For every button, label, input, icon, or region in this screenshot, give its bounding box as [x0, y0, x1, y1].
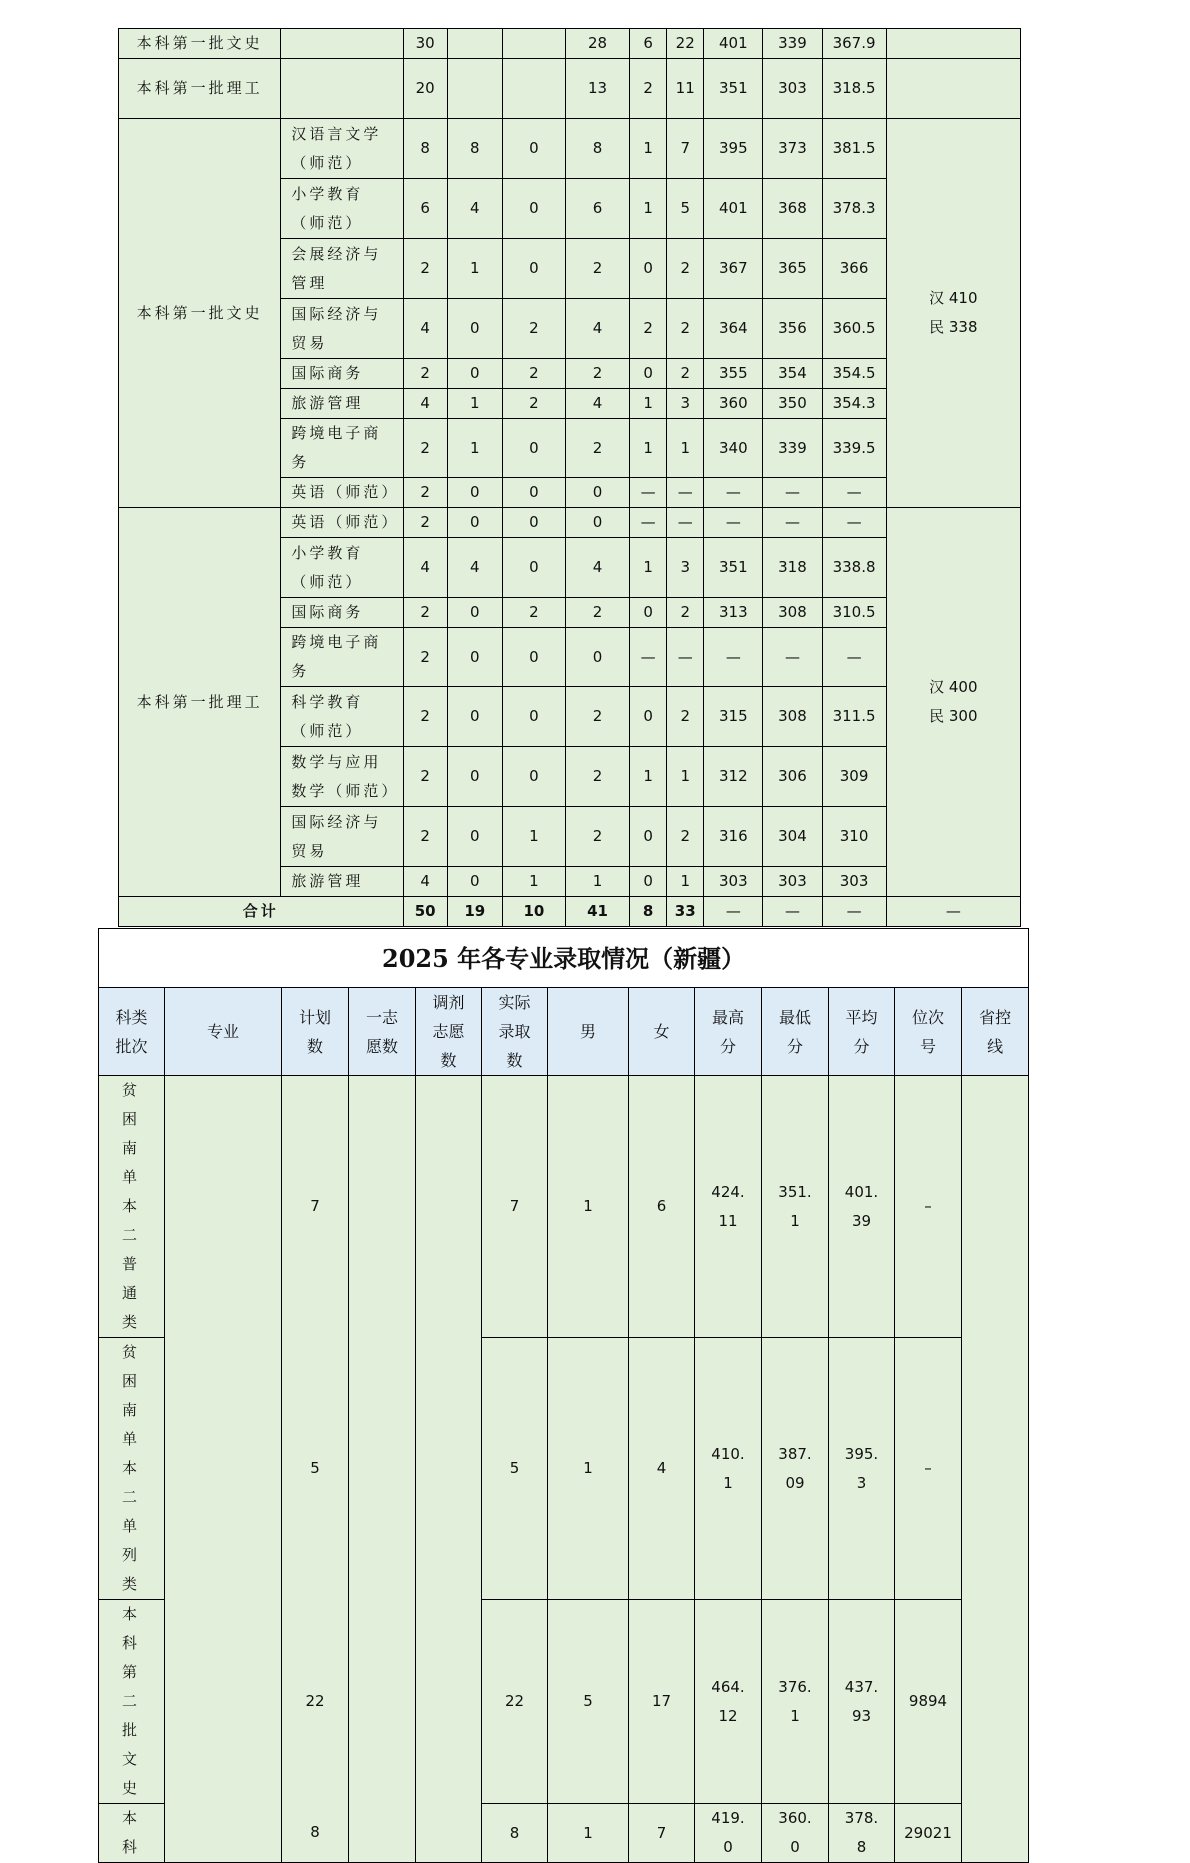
min-score-cell: 368	[763, 179, 822, 239]
plan-cell: 2	[403, 598, 447, 628]
plan-cell: 4	[403, 299, 447, 359]
min-score-cell: 304	[763, 807, 822, 867]
major-cell: 英语（师范）	[281, 508, 403, 538]
max-score-cell: 419.0	[695, 1804, 762, 1863]
female-cell: 11	[667, 59, 704, 119]
adjust-cell: 1	[502, 807, 565, 867]
first-choice-cell: 0	[447, 807, 502, 867]
total-plan: 50	[403, 897, 447, 927]
female-cell: 1	[667, 867, 704, 897]
adjust-cell: 1	[502, 867, 565, 897]
male-cell: 1	[630, 419, 667, 478]
plan-cell: 8	[282, 1804, 349, 1863]
adjust-cell	[416, 1076, 482, 1863]
total-label: 合计	[119, 897, 404, 927]
category-cell: 本科	[99, 1804, 165, 1863]
table-row	[119, 119, 1021, 179]
avg-score-cell: 437.93	[829, 1600, 895, 1804]
max-score-cell: 424.11	[695, 1076, 762, 1338]
control-line-cell	[962, 1076, 1029, 1863]
plan-cell: 2	[403, 508, 447, 538]
header-max: 最高分	[695, 988, 762, 1076]
major-cell: 国际商务	[281, 359, 403, 389]
first-choice-cell	[447, 59, 502, 119]
actual-cell: 2	[565, 687, 629, 747]
female-cell: 5	[667, 179, 704, 239]
plan-cell: 2	[403, 419, 447, 478]
adjust-cell: 0	[502, 179, 565, 239]
actual-cell: 2	[565, 598, 629, 628]
first-choice-cell: 0	[447, 508, 502, 538]
rank-cell: –	[895, 1076, 962, 1338]
total-male: 8	[630, 897, 667, 927]
actual-cell: 2	[565, 239, 629, 299]
female-cell: —	[667, 478, 704, 508]
first-choice-cell: 0	[447, 747, 502, 807]
adjust-cell: 2	[502, 359, 565, 389]
max-score-cell: 367	[704, 239, 763, 299]
avg-score-cell: 378.8	[829, 1804, 895, 1863]
male-cell: 5	[548, 1600, 629, 1804]
control-line-han: 汉 400	[929, 678, 978, 696]
male-cell: —	[630, 628, 667, 687]
major-cell: 汉语言文学（师范）	[281, 119, 403, 179]
female-cell: 3	[667, 538, 704, 598]
female-cell: 2	[667, 299, 704, 359]
female-cell: 2	[667, 687, 704, 747]
female-cell: 2	[667, 598, 704, 628]
header-first-choice: 一志愿数	[349, 988, 416, 1076]
rank-cell: 9894	[895, 1600, 962, 1804]
avg-score-cell: 367.9	[822, 29, 886, 59]
actual-cell: 2	[565, 807, 629, 867]
max-score-cell: 351	[704, 59, 763, 119]
category-cell: 本科第一批文史	[119, 29, 281, 59]
first-choice-cell: 0	[447, 628, 502, 687]
plan-cell: 7	[282, 1076, 349, 1338]
male-cell: 1	[548, 1076, 629, 1338]
header-male: 男	[548, 988, 629, 1076]
female-cell: 1	[667, 419, 704, 478]
plan-cell: 2	[403, 687, 447, 747]
plan-cell: 8	[403, 119, 447, 179]
avg-score-cell: 401.39	[829, 1076, 895, 1338]
male-cell: 2	[630, 59, 667, 119]
avg-score-cell: 318.5	[822, 59, 886, 119]
min-score-cell: 308	[763, 598, 822, 628]
first-choice-cell	[447, 29, 502, 59]
actual-cell: 5	[482, 1338, 548, 1600]
avg-score-cell: 395.3	[829, 1338, 895, 1600]
total-adjust: 10	[502, 897, 565, 927]
plan-cell: 4	[403, 867, 447, 897]
min-score-cell: 303	[763, 59, 822, 119]
control-line-cell	[886, 508, 1020, 897]
header-avg: 平均分	[829, 988, 895, 1076]
header-major: 专业	[165, 988, 282, 1076]
xinjiang-admission-table	[98, 928, 1029, 1863]
header-row	[99, 988, 1029, 1076]
male-cell: 1	[630, 538, 667, 598]
adjust-cell: 0	[502, 478, 565, 508]
first-choice-cell: 1	[447, 419, 502, 478]
control-line-cell	[886, 59, 1020, 119]
header-control-line: 省控线	[962, 988, 1029, 1076]
avg-score-cell: 360.5	[822, 299, 886, 359]
admission-table-continued	[118, 28, 1021, 927]
total-max: —	[704, 897, 763, 927]
avg-score-cell: 303	[822, 867, 886, 897]
plan-cell: 2	[403, 628, 447, 687]
max-score-cell: 410.1	[695, 1338, 762, 1600]
max-score-cell: 351	[704, 538, 763, 598]
max-score-cell: 316	[704, 807, 763, 867]
avg-score-cell: 354.5	[822, 359, 886, 389]
avg-score-cell: —	[822, 628, 886, 687]
max-score-cell: 355	[704, 359, 763, 389]
category-cell: 贫困南单本二普通类	[99, 1076, 165, 1338]
plan-cell: 4	[403, 389, 447, 419]
max-score-cell: 315	[704, 687, 763, 747]
major-cell: 数学与应用数学（师范）	[281, 747, 403, 807]
actual-cell: 4	[565, 389, 629, 419]
min-score-cell: 350	[763, 389, 822, 419]
min-score-cell: 308	[763, 687, 822, 747]
first-choice-cell: 1	[447, 389, 502, 419]
plan-cell: 2	[403, 359, 447, 389]
plan-cell: 4	[403, 538, 447, 598]
avg-score-cell: 311.5	[822, 687, 886, 747]
first-choice-cell: 1	[447, 239, 502, 299]
male-cell: 0	[630, 239, 667, 299]
table-row	[99, 1076, 1029, 1338]
male-cell: 6	[630, 29, 667, 59]
total-row	[119, 897, 1021, 927]
avg-score-cell: 338.8	[822, 538, 886, 598]
male-cell: 1	[548, 1338, 629, 1600]
control-line-min: 民 300	[929, 707, 978, 725]
male-cell: —	[630, 478, 667, 508]
adjust-cell: 0	[502, 119, 565, 179]
category-cell: 本科第一批理工	[119, 508, 281, 897]
max-score-cell: 401	[704, 179, 763, 239]
header-female: 女	[629, 988, 695, 1076]
table-title: 2025 年各专业录取情况（新疆）	[99, 929, 1029, 988]
category-cell: 本科第一批理工	[119, 59, 281, 119]
max-score-cell: 395	[704, 119, 763, 179]
first-choice-cell: 0	[447, 299, 502, 359]
plan-cell: 22	[282, 1600, 349, 1804]
adjust-cell: 0	[502, 628, 565, 687]
min-score-cell: 303	[763, 867, 822, 897]
min-score-cell: 339	[763, 419, 822, 478]
adjust-cell: 2	[502, 598, 565, 628]
actual-cell: 2	[565, 359, 629, 389]
female-cell: —	[667, 508, 704, 538]
min-score-cell: 373	[763, 119, 822, 179]
major-cell: 跨境电子商务	[281, 628, 403, 687]
major-cell: 小学教育（师范）	[281, 179, 403, 239]
major-cell: 英语（师范）	[281, 478, 403, 508]
min-score-cell: 365	[763, 239, 822, 299]
min-score-cell: 360.0	[762, 1804, 829, 1863]
actual-cell: 28	[565, 29, 629, 59]
actual-cell: 7	[482, 1076, 548, 1338]
female-cell: 7	[667, 119, 704, 179]
first-choice-cell: 0	[447, 478, 502, 508]
max-score-cell: 313	[704, 598, 763, 628]
max-score-cell: 303	[704, 867, 763, 897]
first-choice-cell: 0	[447, 867, 502, 897]
category-cell: 本科第一批文史	[119, 119, 281, 508]
adjust-cell: 0	[502, 239, 565, 299]
actual-cell: 6	[565, 179, 629, 239]
max-score-cell: 364	[704, 299, 763, 359]
plan-cell: 2	[403, 807, 447, 867]
first-choice-cell: 0	[447, 598, 502, 628]
actual-cell: 0	[565, 508, 629, 538]
adjust-cell: 2	[502, 299, 565, 359]
actual-cell: 22	[482, 1600, 548, 1804]
male-cell: 0	[630, 359, 667, 389]
control-line-cell	[886, 29, 1020, 59]
plan-cell: 2	[403, 747, 447, 807]
min-score-cell: —	[763, 478, 822, 508]
major-cell: 会展经济与管理	[281, 239, 403, 299]
actual-cell: 8	[565, 119, 629, 179]
female-cell: 2	[667, 239, 704, 299]
male-cell: 0	[630, 598, 667, 628]
avg-score-cell: 381.5	[822, 119, 886, 179]
male-cell: 1	[630, 747, 667, 807]
female-cell: 1	[667, 747, 704, 807]
max-score-cell: —	[704, 508, 763, 538]
major-cell: 科学教育（师范）	[281, 687, 403, 747]
control-line-han: 汉 410	[929, 289, 978, 307]
plan-cell: 5	[282, 1338, 349, 1600]
female-cell: 22	[667, 29, 704, 59]
max-score-cell: —	[704, 478, 763, 508]
min-score-cell: 339	[763, 29, 822, 59]
total-actual: 41	[565, 897, 629, 927]
male-cell: 0	[630, 687, 667, 747]
female-cell: 4	[629, 1338, 695, 1600]
adjust-cell: 0	[502, 747, 565, 807]
table-title-row	[99, 929, 1029, 988]
control-line-cell	[886, 119, 1020, 508]
min-score-cell: 351.1	[762, 1076, 829, 1338]
actual-cell: 0	[565, 628, 629, 687]
avg-score-cell: —	[822, 478, 886, 508]
min-score-cell: 354	[763, 359, 822, 389]
total-female: 33	[667, 897, 704, 927]
adjust-cell	[502, 29, 565, 59]
actual-cell: 2	[565, 419, 629, 478]
header-adjust: 调剂志愿数	[416, 988, 482, 1076]
table-row	[119, 29, 1021, 59]
plan-cell: 20	[403, 59, 447, 119]
table-row	[119, 59, 1021, 119]
adjust-cell	[502, 59, 565, 119]
female-cell: 2	[667, 359, 704, 389]
header-plan: 计划数	[282, 988, 349, 1076]
major-cell: 小学教育（师范）	[281, 538, 403, 598]
header-min: 最低分	[762, 988, 829, 1076]
first-choice-cell: 0	[447, 359, 502, 389]
total-avg: —	[822, 897, 886, 927]
major-cell: 国际经济与贸易	[281, 807, 403, 867]
min-score-cell: 306	[763, 747, 822, 807]
header-category: 科类批次	[99, 988, 165, 1076]
rank-cell: 29021	[895, 1804, 962, 1863]
adjust-cell: 2	[502, 389, 565, 419]
major-cell: 国际经济与贸易	[281, 299, 403, 359]
major-cell: 跨境电子商务	[281, 419, 403, 478]
min-score-cell: —	[763, 628, 822, 687]
actual-cell: 0	[565, 478, 629, 508]
category-cell: 贫困南单本二单列类	[99, 1338, 165, 1600]
avg-score-cell: —	[822, 508, 886, 538]
actual-cell: 8	[482, 1804, 548, 1863]
actual-cell: 13	[565, 59, 629, 119]
male-cell: —	[630, 508, 667, 538]
female-cell: 17	[629, 1600, 695, 1804]
avg-score-cell: 366	[822, 239, 886, 299]
plan-cell: 30	[403, 29, 447, 59]
avg-score-cell: 310.5	[822, 598, 886, 628]
actual-cell: 4	[565, 299, 629, 359]
male-cell: 1	[630, 179, 667, 239]
major-cell: 国际商务	[281, 598, 403, 628]
avg-score-cell: 354.3	[822, 389, 886, 419]
female-cell: 7	[629, 1804, 695, 1863]
plan-cell: 2	[403, 239, 447, 299]
female-cell: 2	[667, 807, 704, 867]
female-cell: 6	[629, 1076, 695, 1338]
max-score-cell: 312	[704, 747, 763, 807]
table-row	[119, 508, 1021, 538]
avg-score-cell: 378.3	[822, 179, 886, 239]
min-score-cell: 318	[763, 538, 822, 598]
control-line-min: 民 338	[929, 318, 978, 336]
min-score-cell: 356	[763, 299, 822, 359]
plan-cell: 6	[403, 179, 447, 239]
avg-score-cell: 310	[822, 807, 886, 867]
category-cell: 本科第二批文史	[99, 1600, 165, 1804]
major-cell: 旅游管理	[281, 389, 403, 419]
actual-cell: 1	[565, 867, 629, 897]
major-cell: 旅游管理	[281, 867, 403, 897]
actual-cell: 4	[565, 538, 629, 598]
major-cell	[281, 59, 403, 119]
male-cell: 1	[630, 119, 667, 179]
max-score-cell: —	[704, 628, 763, 687]
min-score-cell: 387.09	[762, 1338, 829, 1600]
female-cell: 3	[667, 389, 704, 419]
adjust-cell: 0	[502, 419, 565, 478]
major-cell	[165, 1076, 282, 1863]
first-choice-cell: 8	[447, 119, 502, 179]
male-cell: 0	[630, 807, 667, 867]
first-choice-cell: 4	[447, 538, 502, 598]
adjust-cell: 0	[502, 538, 565, 598]
plan-cell: 2	[403, 478, 447, 508]
total-min: —	[763, 897, 822, 927]
major-cell	[281, 29, 403, 59]
first-choice-cell: 0	[447, 687, 502, 747]
male-cell: 1	[630, 389, 667, 419]
first-choice-cell: 4	[447, 179, 502, 239]
male-cell: 2	[630, 299, 667, 359]
max-score-cell: 340	[704, 419, 763, 478]
actual-cell: 2	[565, 747, 629, 807]
min-score-cell: 376.1	[762, 1600, 829, 1804]
avg-score-cell: 339.5	[822, 419, 886, 478]
rank-cell: –	[895, 1338, 962, 1600]
male-cell: 0	[630, 867, 667, 897]
min-score-cell: —	[763, 508, 822, 538]
max-score-cell: 401	[704, 29, 763, 59]
avg-score-cell: 309	[822, 747, 886, 807]
max-score-cell: 360	[704, 389, 763, 419]
male-cell: 1	[548, 1804, 629, 1863]
total-first-choice: 19	[447, 897, 502, 927]
header-actual: 实际录取数	[482, 988, 548, 1076]
adjust-cell: 0	[502, 687, 565, 747]
max-score-cell: 464.12	[695, 1600, 762, 1804]
header-rank: 位次号	[895, 988, 962, 1076]
female-cell: —	[667, 628, 704, 687]
first-choice-cell	[349, 1076, 416, 1863]
total-control: —	[886, 897, 1020, 927]
adjust-cell: 0	[502, 508, 565, 538]
